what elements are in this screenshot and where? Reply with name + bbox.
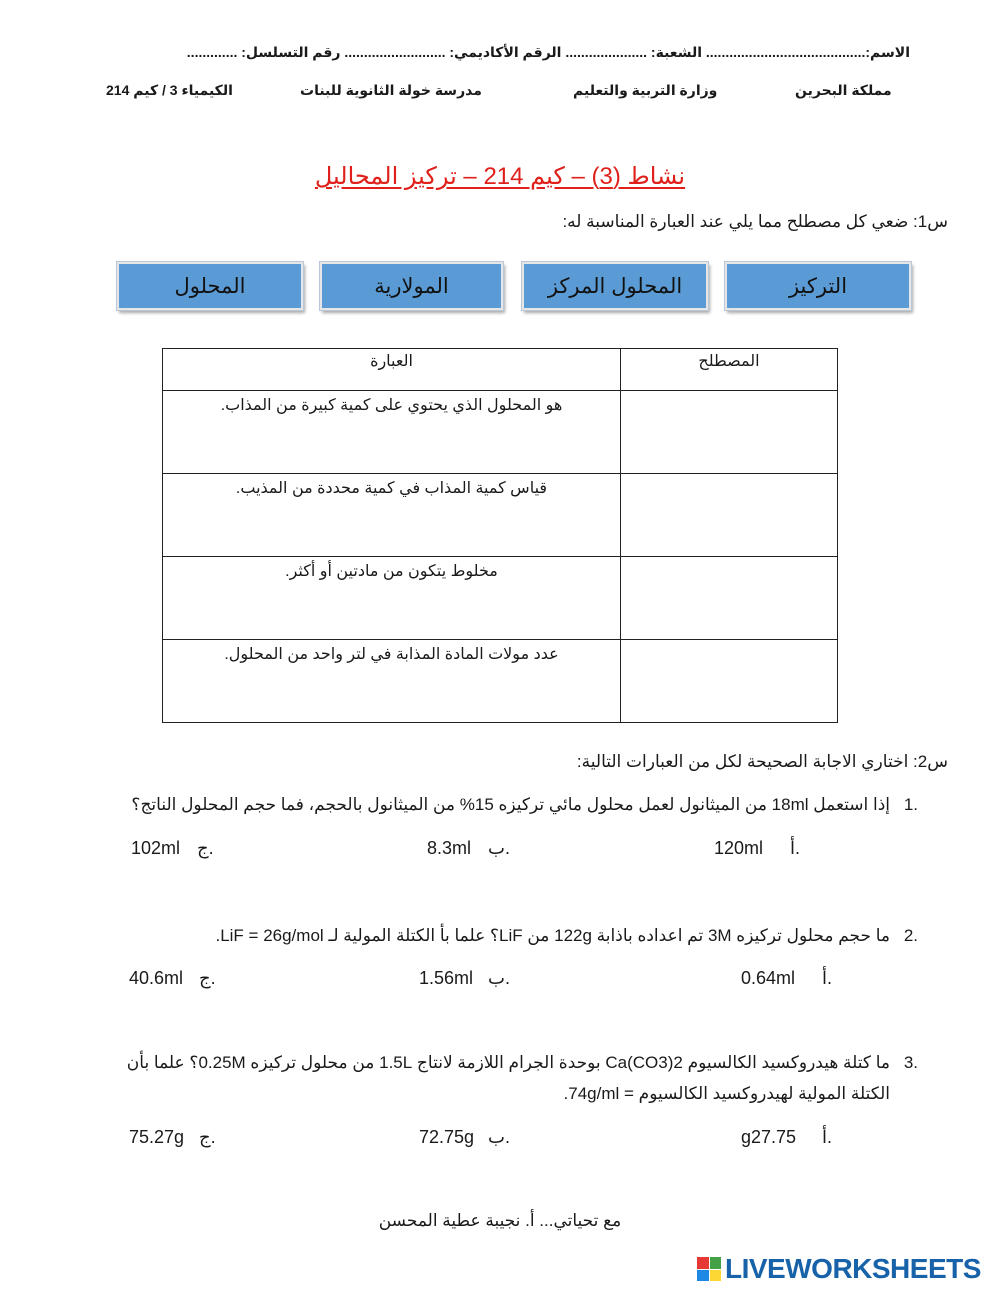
drop-zone[interactable] [621, 391, 838, 474]
table-row [163, 391, 838, 474]
question-2-number: 2. [903, 926, 918, 945]
drop-zone[interactable] [621, 640, 838, 723]
liveworksheets-logo[interactable] [697, 1254, 981, 1284]
q3-option-a-label[interactable]: أ. [822, 1127, 833, 1147]
term-card-concentration[interactable]: التركيز [725, 262, 911, 310]
q2-option-c-value[interactable]: 40.6ml [129, 968, 184, 988]
expression-cell: هو المحلول الذي يحتوي على كمية كبيرة من المذاب. [163, 391, 621, 474]
page-title: نشاط (3) – كيم 214 – تركيز المحاليل [314, 163, 686, 190]
expression-cell: مخلوط يتكون من مادتين أو أكثر. [163, 557, 621, 640]
question-3-text: ما كتلة هيدروكسيد الكالسيوم Ca(CO3)2 بوحدة الجرام اللازمة لانتاج 1.5L من محلول تركيزه 0.25M؟ علما بأن [126, 1053, 890, 1072]
question-1-number: 1. [903, 795, 918, 814]
drop-zone[interactable] [621, 557, 838, 640]
drop-zone[interactable] [621, 474, 838, 557]
table-row [163, 474, 838, 557]
ministry-label: وزارة التربية والتعليم [573, 82, 718, 98]
q3-option-b-value[interactable]: 72.75g [419, 1127, 475, 1147]
q1-option-b-label[interactable]: ب. [488, 838, 510, 858]
teacher-signature: مع تحياتي... أ. نجيبة عطية المحسن [378, 1211, 622, 1230]
q3-option-c-label[interactable]: ج. [199, 1127, 216, 1147]
table-row [163, 557, 838, 640]
q1-option-c-label[interactable]: ج. [197, 838, 214, 858]
q1-option-a-value[interactable]: 120ml [714, 838, 764, 858]
question-3-text-line2: الكتلة المولية لهيدروكسيد الكالسيوم = 74g/ml. [563, 1084, 890, 1103]
kingdom-label: مملكة البحرين [795, 82, 892, 98]
table-header-row [163, 349, 838, 391]
q2-option-a-value[interactable]: 0.64ml [741, 968, 796, 988]
q2-option-b-value[interactable]: 1.56ml [419, 968, 474, 988]
logo-text: LIVEWORKSHEETS [725, 1253, 981, 1284]
q3-option-c-value[interactable]: 75.27g [129, 1127, 185, 1147]
q3-option-a-value[interactable]: g27.75 [741, 1127, 797, 1147]
term-card-concentrated-solution[interactable]: المحلول المركز [522, 262, 708, 310]
school-label: مدرسة خولة الثانوية للبنات [300, 82, 482, 98]
q2-option-c-label[interactable]: ج. [199, 968, 216, 988]
term-card-solution[interactable]: المحلول [117, 262, 303, 310]
student-info-line: الاسم:......................................... الشعبة: ..................... الرقم الأكاديمي: .......................... رقم التسلسل: ............. [186, 44, 910, 60]
q1-prompt: س1: ضعي كل مصطلح مما يلي عند العبارة المناسبة له: [562, 212, 948, 231]
course-label: الكيمياء 3 / كيم 214 [106, 82, 233, 98]
header-expression: العبارة [163, 349, 621, 391]
expression-cell: قياس كمية المذاب في كمية محددة من المذيب. [163, 474, 621, 557]
matching-table [162, 348, 838, 723]
q1-option-c-value[interactable]: 102ml [131, 838, 181, 858]
question-1-text: إذا استعمل 18ml من الميثانول لعمل محلول مائي تركيزه 15% من الميثانول بالحجم، فما حجم المحلول الناتج؟ [131, 795, 890, 814]
q2-option-b-label[interactable]: ب. [488, 968, 510, 988]
question-2-text: ما حجم محلول تركيزه 3M تم اعداده باذابة 122g من LiF؟ علما بأ الكتلة المولية لـ LiF = 26g/mol. [215, 926, 890, 945]
q1-option-a-label[interactable]: أ. [790, 838, 801, 858]
question-3-number: 3. [903, 1053, 918, 1072]
logo-icon [697, 1257, 721, 1281]
q1-option-b-value[interactable]: 8.3ml [427, 838, 472, 858]
expression-cell: عدد مولات المادة المذابة في لتر واحد من المحلول. [163, 640, 621, 723]
q2-prompt: س2: اختاري الاجابة الصحيحة لكل من العبارات التالية: [576, 752, 948, 771]
header-term: المصطلح [621, 349, 838, 391]
q3-option-b-label[interactable]: ب. [488, 1127, 510, 1147]
table-row [163, 640, 838, 723]
q2-option-a-label[interactable]: أ. [822, 968, 833, 988]
term-card-molarity[interactable]: المولارية [320, 262, 503, 310]
